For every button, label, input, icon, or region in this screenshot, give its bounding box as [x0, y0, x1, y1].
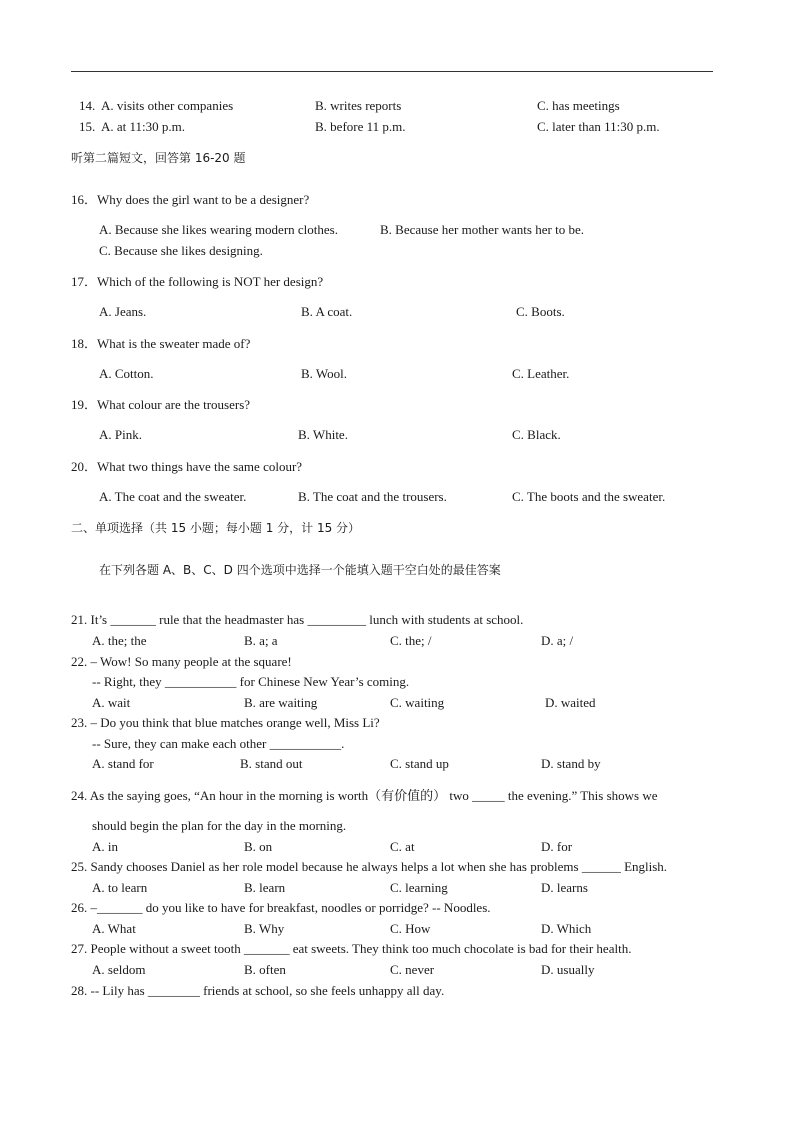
q22-option-d: D. waited — [545, 695, 596, 710]
q25-option-b: B. learn — [244, 880, 286, 895]
q15-option-c: C. later than 11:30 p.m. — [537, 119, 660, 134]
q24-option-a: A. in — [92, 839, 118, 854]
q16-stem: 16．Why does the girl want to be a designer? — [71, 192, 310, 207]
q23-stem: 23. – Do you think that blue matches orange well, Miss Li? — [71, 715, 380, 730]
q27-stem: 27. People without a sweet tooth _______ eat sweets. They think too much chocolate is bad for their health. — [71, 941, 632, 956]
passage2-heading: 听第二篇短文，回答第 16-20 题 — [71, 151, 246, 165]
section2-title: 二、单项选择（共 15 小题；每小题 1 分，计 15 分） — [71, 521, 361, 535]
q17-stem: 17．Which of the following is NOT her design? — [71, 274, 324, 289]
q27-option-c: C. never — [390, 962, 435, 977]
q25-option-d: D. learns — [541, 880, 588, 895]
q22-reply: -- Right, they ___________ for Chinese New Year’s coming. — [92, 674, 410, 689]
q26-option-b: B. Why — [244, 921, 285, 936]
q24-stem: 24. As the saying goes, “An hour in the morning is worth（有价值的） two _____ the evening.” This shows we — [71, 788, 658, 803]
q18-option-a: A. Cotton. — [99, 366, 154, 381]
q16-option-c: C. Because she likes designing. — [99, 243, 263, 258]
q18-stem: 18．What is the sweater made of? — [71, 336, 251, 351]
q19-stem: 19．What colour are the trousers? — [71, 397, 251, 412]
header-rule — [71, 71, 713, 72]
q15-option-b: B. before 11 p.m. — [315, 119, 406, 134]
q20-option-b: B. The coat and the trousers. — [298, 489, 447, 504]
q15-option-a: A. at 11:30 p.m. — [101, 119, 186, 134]
q17-option-a: A. Jeans. — [99, 304, 147, 319]
q19-option-b: B. White. — [298, 427, 348, 442]
q22-option-c: C. waiting — [390, 695, 445, 710]
q17-option-c: C. Boots. — [516, 304, 565, 319]
q21-option-c: C. the; / — [390, 633, 432, 648]
q20-option-a: A. The coat and the sweater. — [99, 489, 247, 504]
q18-option-c: C. Leather. — [512, 366, 570, 381]
q19-option-c: C. Black. — [512, 427, 561, 442]
q21-option-b: B. a; a — [244, 633, 278, 648]
q27-option-a: A. seldom — [92, 962, 146, 977]
q28-stem: 28. -- Lily has ________ friends at school, so she feels unhappy all day. — [71, 983, 445, 998]
q18-option-b: B. Wool. — [301, 366, 348, 381]
q16-option-a: A. Because she likes wearing modern clothes. — [99, 222, 338, 237]
q25-option-c: C. learning — [390, 880, 448, 895]
q21-option-d: D. a; / — [541, 633, 574, 648]
q23-option-b: B. stand out — [240, 756, 303, 771]
q22-option-b: B. are waiting — [244, 695, 318, 710]
q14-number: 14. — [79, 98, 96, 113]
section2-instruction: 在下列各题 A、B、C、D 四个选项中选择一个能填入题干空白处的最佳答案 — [99, 563, 501, 577]
q24-option-b: B. on — [244, 839, 273, 854]
q23-reply: -- Sure, they can make each other ___________. — [92, 736, 345, 751]
q14-option-b: B. writes reports — [315, 98, 402, 113]
q24-option-c: C. at — [390, 839, 415, 854]
q23-option-a: A. stand for — [92, 756, 154, 771]
q21-option-a: A. the; the — [92, 633, 147, 648]
q15-number: 15. — [79, 119, 96, 134]
q26-option-d: D. Which — [541, 921, 592, 936]
q22-stem: 22. – Wow! So many people at the square! — [71, 654, 292, 669]
q25-option-a: A. to learn — [92, 880, 148, 895]
q26-option-c: C. How — [390, 921, 431, 936]
q14-option-c: C. has meetings — [537, 98, 620, 113]
q19-option-a: A. Pink. — [99, 427, 142, 442]
q24-continuation: should begin the plan for the day in the morning. — [92, 818, 347, 833]
q14-option-a: A. visits other companies — [101, 98, 234, 113]
q27-option-d: D. usually — [541, 962, 595, 977]
q27-option-b: B. often — [244, 962, 286, 977]
q26-option-a: A. What — [92, 921, 136, 936]
q24-option-d: D. for — [541, 839, 573, 854]
q22-option-a: A. wait — [92, 695, 131, 710]
q23-option-d: D. stand by — [541, 756, 601, 771]
q20-option-c: C. The boots and the sweater. — [512, 489, 666, 504]
q25-stem: 25. Sandy chooses Daniel as her role model because he always helps a lot when she has problems ______ English. — [71, 859, 668, 874]
q23-option-c: C. stand up — [390, 756, 449, 771]
q20-stem: 20．What two things have the same colour? — [71, 459, 303, 474]
q26-stem: 26. –_______ do you like to have for breakfast, noodles or porridge? -- Noodles. — [71, 900, 491, 915]
q17-option-b: B. A coat. — [301, 304, 353, 319]
q16-option-b: B. Because her mother wants her to be. — [380, 222, 584, 237]
q21-stem: 21. It’s _______ rule that the headmaster has _________ lunch with students at school. — [71, 612, 524, 627]
